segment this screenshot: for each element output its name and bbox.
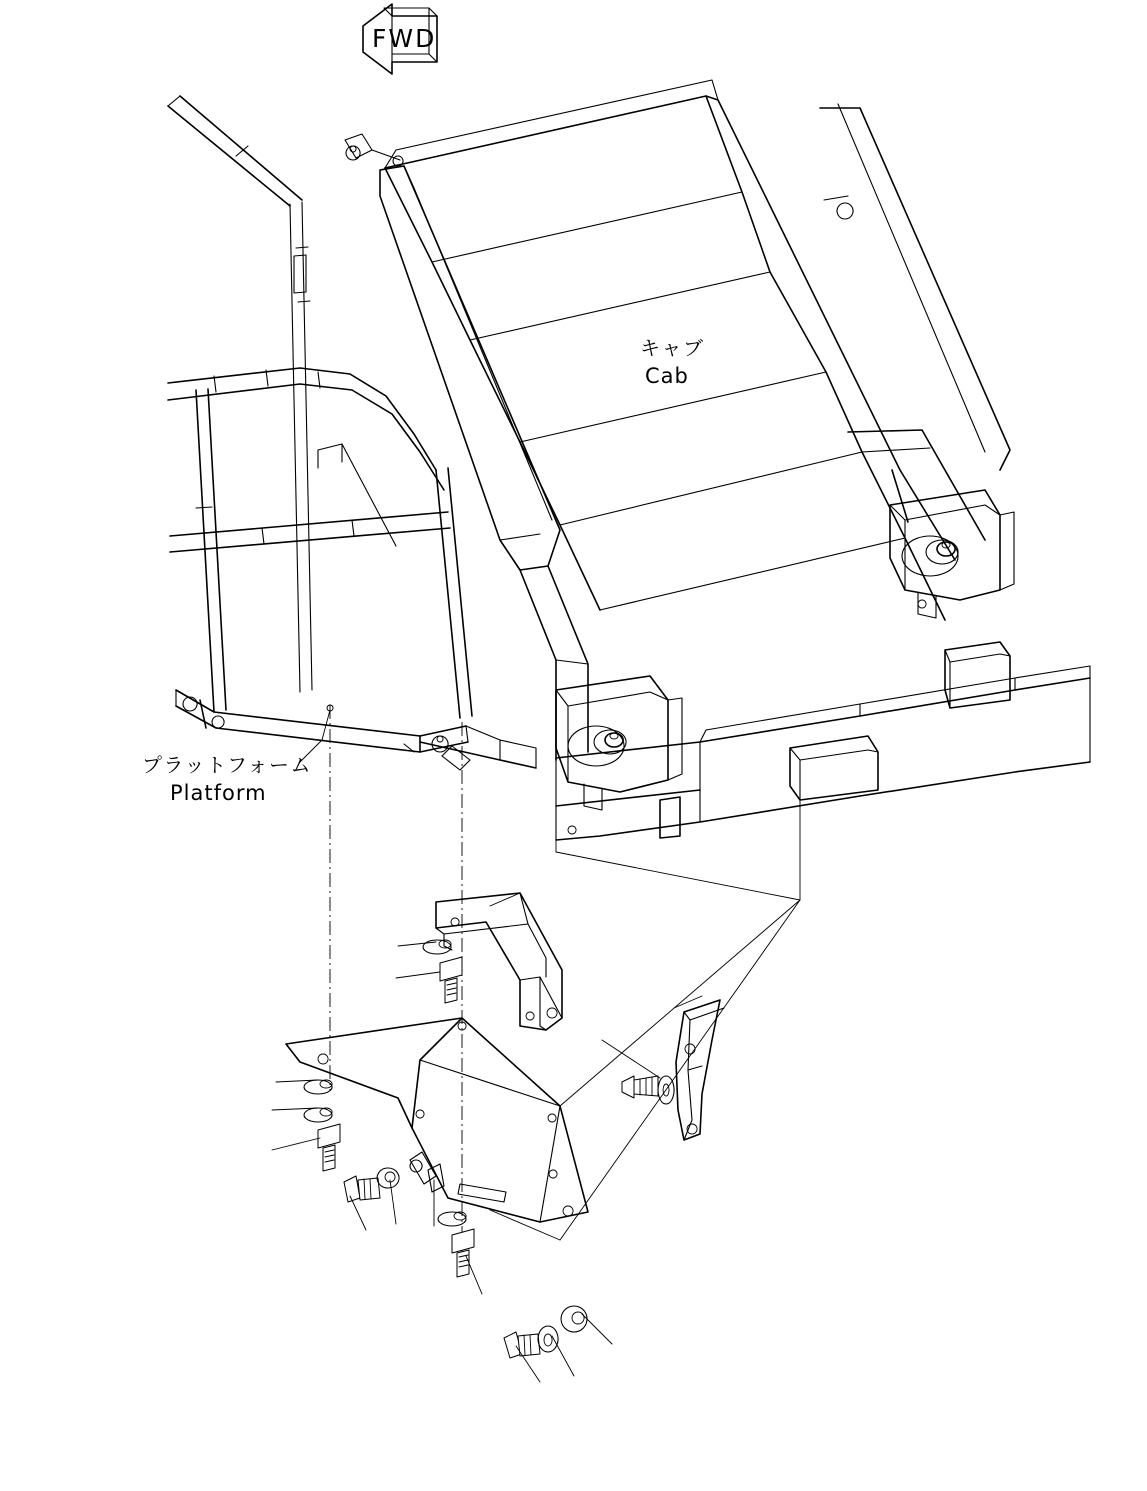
forward-direction-arrow: [363, 4, 437, 74]
angle-bracket-right: [676, 1000, 724, 1140]
cab-mount-left: [556, 676, 682, 810]
cab-assembly: [345, 80, 1010, 760]
callout-platform: [142, 753, 312, 805]
platform-label-english: Platform: [170, 781, 267, 805]
platform-handrail: [168, 96, 536, 770]
fwd-label: FWD: [372, 24, 437, 53]
cab-label-english: Cab: [645, 364, 689, 388]
chassis-frame: [556, 642, 1090, 840]
cab-label-japanese: キャブ: [640, 336, 705, 360]
assembly-axis-lines: [327, 705, 462, 1260]
callout-cab: [640, 336, 705, 388]
mud-guard-plate: [286, 1018, 588, 1222]
platform-label-japanese: プラットフォーム: [142, 753, 312, 777]
cab-mount-right: [890, 490, 1014, 618]
leader-lines: [272, 710, 800, 1382]
fastener-group: [304, 940, 674, 1358]
